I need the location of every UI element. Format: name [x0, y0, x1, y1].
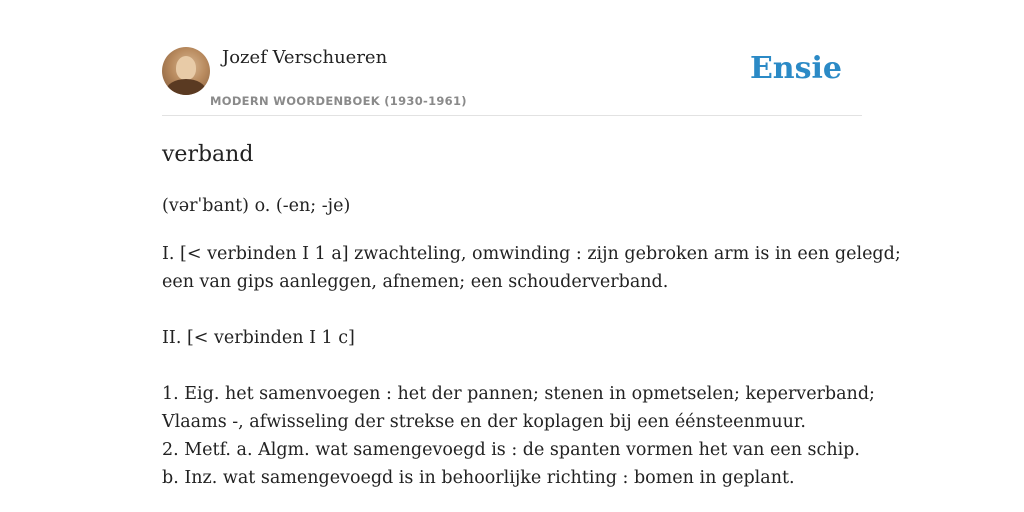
definition-line: b. Inz. wat samengevoegd is in behoorlijke richting : bomen in geplant.	[162, 468, 795, 488]
definition-line: Vlaams -, afwisseling der strekse en der koplagen bij een éénsteenmuur.	[162, 412, 806, 432]
source-label[interactable]: MODERN WOORDENBOEK (1930-1961)	[210, 94, 467, 108]
entry-body	[162, 240, 901, 492]
definition-line: 1. Eig. het samenvoegen : het der pannen; stenen in opmetselen; keperverband;	[162, 384, 875, 404]
header	[162, 0, 862, 116]
author-avatar[interactable]	[162, 47, 210, 95]
definition-line: een van gips aanleggen, afnemen; een schouderverband.	[162, 272, 669, 292]
definition-line: 2. Metf. a. Algm. wat samengevoegd is : de spanten vormen het van een schip.	[162, 440, 860, 460]
avatar-face	[176, 56, 196, 80]
paragraph-gap	[162, 352, 862, 380]
avatar-coat	[166, 79, 206, 95]
ensie-logo-link[interactable]: Ensie	[749, 51, 842, 86]
pronunciation: (vərˈbant) o. (-en; -je)	[162, 196, 351, 216]
definition-line: I. [< verbinden I 1 a] zwachteling, omwinding : zijn gebroken arm is in een gelegd;	[162, 244, 901, 264]
section-heading: II. [< verbinden I 1 c]	[162, 328, 355, 348]
entry-title: verband	[162, 142, 254, 167]
paragraph-gap	[162, 296, 862, 324]
page-container	[162, 0, 901, 488]
author-name[interactable]: Jozef Verschueren	[222, 47, 388, 68]
